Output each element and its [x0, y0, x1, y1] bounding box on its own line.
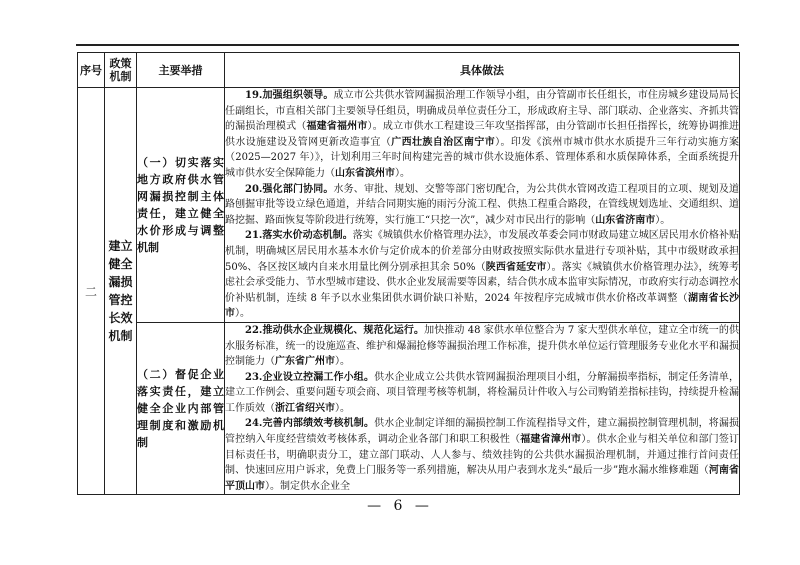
- item-22: 22.推动供水企业规模化、规范化运行。加快推动 48 家供水单位整合为 7 家大型供水单位，建立全市统一的供水服务标准，统一的设施巡查、维护和爆漏抢修等漏损治理工作标准，提升供水单位运行管理服务专业化水平和漏损控制能力（广东省广州市）。: [225, 324, 739, 368]
- header-details: 具体做法: [225, 53, 740, 88]
- row-number: 二: [78, 88, 105, 495]
- header-no: 序号: [78, 53, 105, 88]
- item-20: 20.强化部门协同。水务、审批、规划、交警等部门密切配合，为公共供水管网改造工程项目的立项、规划及道路刨掘审批等设立绿色通道，并结合同期实施的雨污分流工程、供热工程重合路段，在管线规划选址、交通组织、道路挖掘、路面恢复等阶段进行统筹，实行施工“只挖一次”，减少对市民出行的影响（山东省济南市）。: [225, 183, 740, 226]
- item-21: 21.落实水价动态机制。落实《城镇供水价格管理办法》，市发展改革委会同市财政局建立城区居民用水价格补贴机制，明确城区居民用水基本水价与定价成本的价差部分由财政按照实际供水量进行专项补贴，其中市级财政承担 50%、各区按区域内自来水用量比例分别承担其余 50%（陕西省延安市）。落实《城镇供水价格管理办法》，统筹考虑社会承受能力、节水型城市建设、供水企业发展需要等因素，结合供水成本监审实际情况，市政府实行动态调控水价补贴机制，连续 8 年予以水业集团供水调价缺口补贴，2024 年按程序完成城市供水价格改革调整（湖南省长沙市）。: [225, 230, 739, 320]
- header-policy-line2: 机制: [109, 70, 132, 83]
- measure-1: （一）切实落实地方政府供水管网漏损控制主体责任，建立健全水价形成与调整机制: [137, 88, 225, 323]
- item-24: 24.完善内部绩效考核机制。供水企业制定详细的漏损控制工作流程指导文件，建立漏损控制管理机制，将漏损管控纳入年度经营绩效考核体系，调动企业各部门和职工积极性（福建省漳州市）。供水企业与相关单位和部门签订目标责任书，明确职责分工，建立部门联动、人人参与、绩效挂钩的公共供水漏损治理机制，并通过推行首问责任制、快速回应用户诉求，免费上门服务等一系列措施，解决从用户表到水龙头“最后一步”跑水漏水维修难题（河南省平顶山市）。制定供水企业全: [225, 418, 740, 492]
- page-number: — 6 —: [367, 498, 433, 514]
- item-23: 23.企业设立控漏工作小组。供水企业成立公共供水管网漏损治理项目小组，分解漏损率指标，制定任务清单，建立工作例会、重要问题专项会商、项目管理考核等机制，将检漏员计件收入与公司购销差指标挂钩，持续提升检漏工作质效（浙江省绍兴市）。: [225, 371, 740, 414]
- table-row: [78, 88, 740, 323]
- table-row: [78, 322, 740, 495]
- details-cell-2: [225, 322, 740, 495]
- details-cell-1: [225, 88, 740, 323]
- header-policy: [105, 53, 137, 88]
- table-header-row: [78, 53, 740, 88]
- policy-mechanism: 建立健全漏损管控长效机制: [105, 88, 137, 495]
- measure-2: （二）督促企业落实责任，建立健全企业内部管理制度和激励机制: [137, 322, 225, 495]
- header-measures: 主要举措: [137, 53, 225, 88]
- header-policy-line1: 政策: [109, 57, 132, 70]
- item-19: 19.加强组织领导。成立市公共供水管网漏损治理工作领导小组，由分管副市长任组长，市住房城乡建设局局长任副组长，市直相关部门主要领导任组员，明确成员单位责任分工，形成政府主导、部门联动、企业落实、齐抓共管的漏损治理模式（福建省福州市）。成立市供水工程建设三年攻坚指挥部，由分管副市长担任指挥长，统筹协调推进供水设施建设及管网更新改造事宜（广西壮族自治区南宁市）。印发《滨州市城市供水水质提升三年行动实施方案（2025—2027 年）》，计划利用三年时间构建完善的城市供水设施体系、管理体系和水质保障体系，全面系统提升城市供水安全保障能力（山东省滨州市）。: [225, 90, 740, 179]
- measures-table: [77, 52, 740, 495]
- top-rule: [76, 44, 739, 46]
